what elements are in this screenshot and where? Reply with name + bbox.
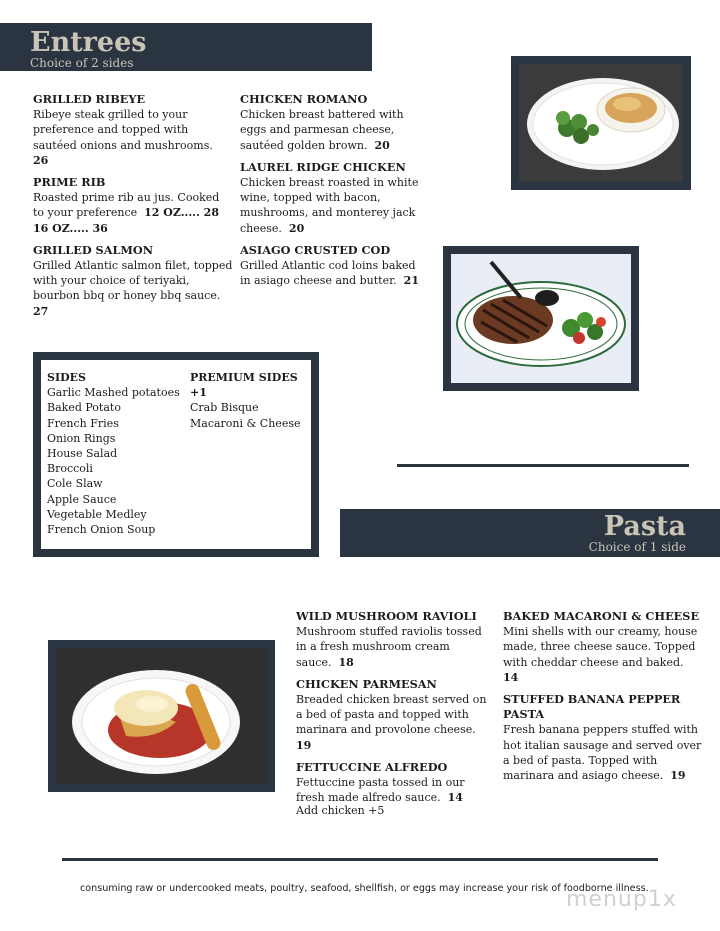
premium-sides-list [190, 370, 311, 431]
menu-item [33, 92, 233, 168]
item-price: 21 [403, 274, 419, 288]
sides-header: SIDES [47, 371, 86, 384]
menu-item [240, 92, 426, 153]
item-description: Mushroom stuffed raviolis tossed in a fresh mushroom cream sauce. 18 [296, 625, 482, 669]
item-price: 19 [296, 738, 312, 752]
pasta-subtitle: Choice of 1 side [588, 540, 686, 554]
side-item: French Onion Soup [47, 523, 156, 537]
item-name: CHICKEN PARMESAN [296, 676, 437, 691]
premium-sides-header: PREMIUM SIDES +1 [190, 371, 298, 400]
item-description: Grilled Atlantic salmon filet, topped with your choice of teriyaki, bourbon bbq or honey bbq sauce. 27 [33, 259, 233, 318]
pasta-right-column [503, 609, 703, 790]
item-name: GRILLED SALMON [33, 242, 154, 257]
menu-item [296, 677, 488, 753]
item-price: 20 [374, 138, 390, 152]
chicken-dish-photo [511, 56, 691, 190]
menu-item [33, 175, 233, 236]
entrees-left-column [33, 92, 233, 326]
menu-item [296, 609, 488, 670]
side-item: Apple Sauce [47, 492, 117, 506]
item-price: 14 [447, 791, 463, 805]
item-name: ASIAGO CRUSTED COD [240, 242, 391, 257]
pasta-banner [340, 509, 720, 557]
item-name: PRIME RIB [33, 175, 106, 190]
side-item: Garlic Mashed potatoes [47, 386, 180, 400]
item-name: LAUREL RIDGE CHICKEN [240, 159, 406, 174]
menu-item [503, 692, 703, 783]
item-price: 19 [670, 769, 686, 783]
item-name: WILD MUSHROOM RAVIOLI [296, 609, 477, 623]
item-price: 20 [288, 221, 305, 235]
steak-plate-image [451, 254, 631, 383]
item-name: STUFFED BANANA PEPPER PASTA [503, 692, 681, 722]
premium-side-item: Crab Bisque [190, 401, 259, 415]
menupix-watermark: menup1x [566, 887, 677, 912]
side-item: Baked Potato [47, 401, 121, 415]
side-item: Onion Rings [47, 431, 116, 445]
item-description: Mini shells with our creamy, house made, three cheese sauce. Topped with cheddar cheese and baked. 14 [503, 625, 698, 684]
entrees-right-column [240, 92, 426, 295]
chicken-parmesan-image [56, 648, 267, 784]
item-extra: Add chicken +5 [296, 804, 385, 818]
item-description: Roasted prime rib au jus. Cooked to your preference 12 OZ..... 28 16 OZ..... 36 [33, 191, 220, 235]
sides-box [33, 352, 319, 557]
item-price: 14 [503, 670, 519, 684]
item-name: FETTUCCINE ALFREDO [296, 759, 448, 774]
menu-item [240, 243, 426, 289]
item-name: BAKED MACARONI & CHEESE [503, 609, 700, 623]
item-price: 26 [33, 153, 49, 167]
item-name: GRILLED RIBEYE [33, 92, 146, 106]
item-description: Chicken breast battered with eggs and parmesan cheese, sautéed golden brown. 20 [240, 108, 404, 152]
item-price: 27 [33, 304, 49, 318]
side-item: House Salad [47, 447, 118, 461]
divider-rule [397, 464, 689, 467]
item-name: CHICKEN ROMANO [240, 92, 368, 106]
side-item: Cole Slaw [47, 477, 103, 491]
entrees-banner [0, 23, 372, 71]
foodborne-illness-disclaimer: consuming raw or undercooked meats, poultry, seafood, shellfish, or eggs may increase your risk of foodborne illness. [80, 883, 649, 894]
chicken-plate-image [519, 64, 683, 182]
item-description: Grilled Atlantic cod loins baked in asiago cheese and butter. 21 [240, 259, 419, 288]
menu-item [296, 760, 488, 818]
side-item: Vegetable Medley [47, 507, 147, 521]
item-description: Chicken breast roasted in white wine, topped with bacon, mushrooms, and monterey jack cheese. 20 [240, 176, 419, 235]
menu-item [33, 243, 233, 319]
pasta-left-column [296, 609, 488, 824]
side-item: Broccoli [47, 462, 93, 476]
item-price: 12 OZ..... 28 16 OZ..... 36 [33, 206, 219, 235]
menu-item [240, 160, 426, 236]
menu-item [503, 609, 703, 685]
chicken-parmesan-photo [48, 640, 275, 792]
item-description: Fettuccine pasta tossed in our fresh made alfredo sauce. 14 [296, 776, 465, 805]
premium-side-item: Macaroni & Cheese [190, 416, 301, 430]
side-item: French Fries [47, 416, 119, 430]
item-description: Ribeye steak grilled to your preference and topped with sautéed onions and mushrooms. 26 [33, 108, 213, 167]
bottom-divider-rule [62, 858, 658, 861]
entrees-subtitle: Choice of 2 sides [30, 56, 134, 70]
pasta-title: Pasta [603, 511, 686, 542]
item-description: Fresh banana peppers stuffed with hot italian sausage and served over a bed of pasta. Topped with marinara and asiago cheese. 19 [503, 723, 702, 783]
entrees-title: Entrees [30, 27, 147, 58]
sides-list [47, 370, 180, 537]
steak-dish-photo [443, 246, 639, 391]
item-price: 18 [338, 655, 354, 669]
item-description: Breaded chicken breast served on a bed of pasta and topped with marinara and provolone cheese. 19 [296, 693, 487, 752]
